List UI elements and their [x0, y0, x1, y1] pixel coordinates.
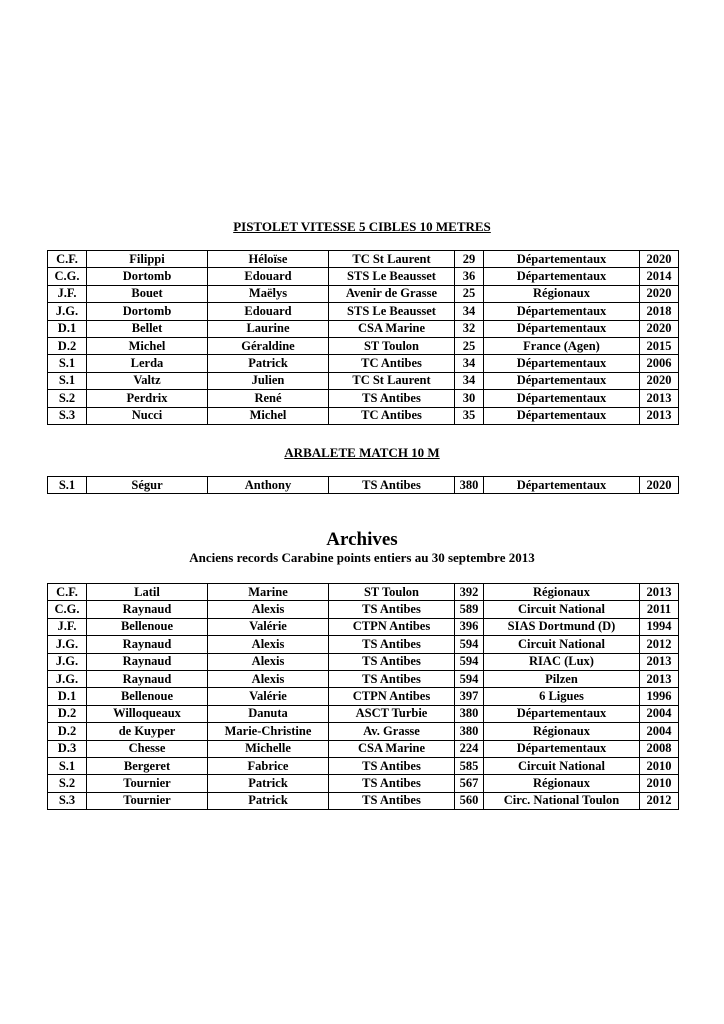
- club-cell: Av. Grasse: [329, 723, 455, 740]
- club-cell: ASCT Turbie: [329, 705, 455, 722]
- competition-cell: Régionaux: [484, 723, 640, 740]
- year-cell: 2020: [640, 320, 679, 337]
- club-cell: TS Antibes: [329, 390, 455, 407]
- score-cell: 594: [455, 670, 484, 687]
- club-cell: TC St Laurent: [329, 372, 455, 389]
- firstname-cell: Géraldine: [208, 337, 329, 354]
- year-cell: 2010: [640, 775, 679, 792]
- table-row: [48, 251, 679, 268]
- lastname-cell: Latil: [87, 584, 208, 601]
- year-cell: 2011: [640, 601, 679, 618]
- score-cell: 589: [455, 601, 484, 618]
- lastname-cell: Bergeret: [87, 757, 208, 774]
- club-cell: ST Toulon: [329, 584, 455, 601]
- club-cell: TS Antibes: [329, 792, 455, 809]
- firstname-cell: Michelle: [208, 740, 329, 757]
- table-row: [48, 390, 679, 407]
- club-cell: ST Toulon: [329, 337, 455, 354]
- score-cell: 34: [455, 372, 484, 389]
- category-cell: J.F.: [48, 618, 87, 635]
- club-cell: STS Le Beausset: [329, 303, 455, 320]
- club-cell: TS Antibes: [329, 601, 455, 618]
- year-cell: 2020: [640, 251, 679, 268]
- club-cell: CSA Marine: [329, 740, 455, 757]
- score-cell: 36: [455, 268, 484, 285]
- club-cell: TS Antibes: [329, 477, 455, 494]
- lastname-cell: Willoqueaux: [87, 705, 208, 722]
- score-cell: 567: [455, 775, 484, 792]
- score-cell: 29: [455, 251, 484, 268]
- pistolet-section-title: PISTOLET VITESSE 5 CIBLES 10 METRES: [233, 219, 491, 234]
- lastname-cell: Raynaud: [87, 670, 208, 687]
- year-cell: 2013: [640, 584, 679, 601]
- firstname-cell: Alexis: [208, 653, 329, 670]
- category-cell: S.2: [48, 775, 87, 792]
- year-cell: 1996: [640, 688, 679, 705]
- lastname-cell: Raynaud: [87, 601, 208, 618]
- table-row: [48, 670, 679, 687]
- club-cell: CTPN Antibes: [329, 618, 455, 635]
- score-cell: 25: [455, 337, 484, 354]
- lastname-cell: Dortomb: [87, 268, 208, 285]
- firstname-cell: Alexis: [208, 601, 329, 618]
- competition-cell: Circ. National Toulon: [484, 792, 640, 809]
- club-cell: Avenir de Grasse: [329, 285, 455, 302]
- firstname-cell: Patrick: [208, 792, 329, 809]
- archives-title: Archives: [326, 529, 398, 550]
- competition-cell: Circuit National: [484, 636, 640, 653]
- club-cell: STS Le Beausset: [329, 268, 455, 285]
- firstname-cell: Edouard: [208, 268, 329, 285]
- firstname-cell: Valérie: [208, 618, 329, 635]
- score-cell: 397: [455, 688, 484, 705]
- score-cell: 34: [455, 303, 484, 320]
- year-cell: 2008: [640, 740, 679, 757]
- lastname-cell: Michel: [87, 337, 208, 354]
- score-cell: 594: [455, 653, 484, 670]
- category-cell: J.G.: [48, 653, 87, 670]
- category-cell: C.F.: [48, 251, 87, 268]
- competition-cell: Départementaux: [484, 355, 640, 372]
- competition-cell: 6 Ligues: [484, 688, 640, 705]
- archives-subtitle: Anciens records Carabine points entiers au 30 septembre 2013: [189, 550, 535, 565]
- category-cell: D.2: [48, 337, 87, 354]
- lastname-cell: Bellenoue: [87, 618, 208, 635]
- competition-cell: Circuit National: [484, 601, 640, 618]
- year-cell: 2012: [640, 636, 679, 653]
- archives-records-table: [47, 583, 679, 810]
- category-cell: D.1: [48, 688, 87, 705]
- lastname-cell: Tournier: [87, 792, 208, 809]
- category-cell: S.1: [48, 372, 87, 389]
- club-cell: TS Antibes: [329, 757, 455, 774]
- year-cell: 2020: [640, 477, 679, 494]
- lastname-cell: Filippi: [87, 251, 208, 268]
- club-cell: TC Antibes: [329, 355, 455, 372]
- year-cell: 2020: [640, 285, 679, 302]
- club-cell: TS Antibes: [329, 636, 455, 653]
- competition-cell: Départementaux: [484, 407, 640, 424]
- year-cell: 2012: [640, 792, 679, 809]
- score-cell: 380: [455, 723, 484, 740]
- category-cell: D.2: [48, 705, 87, 722]
- firstname-cell: Anthony: [208, 477, 329, 494]
- firstname-cell: Alexis: [208, 636, 329, 653]
- score-cell: 35: [455, 407, 484, 424]
- category-cell: S.3: [48, 792, 87, 809]
- category-cell: S.3: [48, 407, 87, 424]
- firstname-cell: Fabrice: [208, 757, 329, 774]
- table-row: [48, 601, 679, 618]
- table-row: [48, 653, 679, 670]
- year-cell: 2013: [640, 670, 679, 687]
- competition-cell: Circuit National: [484, 757, 640, 774]
- table-row: [48, 723, 679, 740]
- year-cell: 2013: [640, 653, 679, 670]
- score-cell: 380: [455, 477, 484, 494]
- competition-cell: Départementaux: [484, 390, 640, 407]
- competition-cell: Départementaux: [484, 740, 640, 757]
- table-row: [48, 740, 679, 757]
- competition-cell: Départementaux: [484, 477, 640, 494]
- competition-cell: Régionaux: [484, 775, 640, 792]
- year-cell: 2004: [640, 723, 679, 740]
- table-row: [48, 775, 679, 792]
- competition-cell: Départementaux: [484, 705, 640, 722]
- score-cell: 25: [455, 285, 484, 302]
- club-cell: CSA Marine: [329, 320, 455, 337]
- year-cell: 2006: [640, 355, 679, 372]
- category-cell: J.F.: [48, 285, 87, 302]
- category-cell: D.2: [48, 723, 87, 740]
- category-cell: S.1: [48, 355, 87, 372]
- table-row: [48, 407, 679, 424]
- table-row: [48, 372, 679, 389]
- lastname-cell: Bouet: [87, 285, 208, 302]
- firstname-cell: Edouard: [208, 303, 329, 320]
- competition-cell: Départementaux: [484, 268, 640, 285]
- firstname-cell: Alexis: [208, 670, 329, 687]
- table-row: [48, 320, 679, 337]
- score-cell: 34: [455, 355, 484, 372]
- score-cell: 392: [455, 584, 484, 601]
- table-row: [48, 618, 679, 635]
- lastname-cell: Chesse: [87, 740, 208, 757]
- category-cell: S.1: [48, 757, 87, 774]
- lastname-cell: Lerda: [87, 355, 208, 372]
- category-cell: J.G.: [48, 670, 87, 687]
- competition-cell: Départementaux: [484, 303, 640, 320]
- year-cell: 1994: [640, 618, 679, 635]
- category-cell: D.1: [48, 320, 87, 337]
- competition-cell: Régionaux: [484, 584, 640, 601]
- year-cell: 2020: [640, 372, 679, 389]
- lastname-cell: Bellenoue: [87, 688, 208, 705]
- firstname-cell: Julien: [208, 372, 329, 389]
- firstname-cell: Laurine: [208, 320, 329, 337]
- firstname-cell: Marie-Christine: [208, 723, 329, 740]
- lastname-cell: Valtz: [87, 372, 208, 389]
- competition-cell: Départementaux: [484, 251, 640, 268]
- club-cell: TS Antibes: [329, 653, 455, 670]
- category-cell: C.G.: [48, 601, 87, 618]
- category-cell: D.3: [48, 740, 87, 757]
- table-row: [48, 688, 679, 705]
- pistolet-records-table: [47, 250, 679, 425]
- firstname-cell: Patrick: [208, 355, 329, 372]
- arbalete-section-title: ARBALETE MATCH 10 M: [284, 445, 440, 460]
- score-cell: 560: [455, 792, 484, 809]
- firstname-cell: Marine: [208, 584, 329, 601]
- score-cell: 380: [455, 705, 484, 722]
- lastname-cell: Raynaud: [87, 653, 208, 670]
- category-cell: J.G.: [48, 636, 87, 653]
- lastname-cell: Bellet: [87, 320, 208, 337]
- club-cell: TS Antibes: [329, 670, 455, 687]
- table-row: [48, 584, 679, 601]
- firstname-cell: Maëlys: [208, 285, 329, 302]
- lastname-cell: de Kuyper: [87, 723, 208, 740]
- club-cell: TC St Laurent: [329, 251, 455, 268]
- year-cell: 2018: [640, 303, 679, 320]
- table-row: [48, 303, 679, 320]
- category-cell: J.G.: [48, 303, 87, 320]
- lastname-cell: Ségur: [87, 477, 208, 494]
- firstname-cell: Michel: [208, 407, 329, 424]
- score-cell: 594: [455, 636, 484, 653]
- competition-cell: SIAS Dortmund (D): [484, 618, 640, 635]
- club-cell: CTPN Antibes: [329, 688, 455, 705]
- firstname-cell: Héloïse: [208, 251, 329, 268]
- table-row: [48, 757, 679, 774]
- table-row: [48, 268, 679, 285]
- table-row: [48, 355, 679, 372]
- firstname-cell: René: [208, 390, 329, 407]
- score-cell: 32: [455, 320, 484, 337]
- table-row: [48, 636, 679, 653]
- competition-cell: Départementaux: [484, 372, 640, 389]
- score-cell: 585: [455, 757, 484, 774]
- score-cell: 396: [455, 618, 484, 635]
- table-row: [48, 792, 679, 809]
- lastname-cell: Perdrix: [87, 390, 208, 407]
- year-cell: 2013: [640, 390, 679, 407]
- table-row: [48, 477, 679, 494]
- category-cell: C.G.: [48, 268, 87, 285]
- competition-cell: Régionaux: [484, 285, 640, 302]
- category-cell: S.2: [48, 390, 87, 407]
- year-cell: 2015: [640, 337, 679, 354]
- firstname-cell: Danuta: [208, 705, 329, 722]
- year-cell: 2004: [640, 705, 679, 722]
- score-cell: 30: [455, 390, 484, 407]
- category-cell: C.F.: [48, 584, 87, 601]
- category-cell: S.1: [48, 477, 87, 494]
- year-cell: 2013: [640, 407, 679, 424]
- score-cell: 224: [455, 740, 484, 757]
- table-row: [48, 285, 679, 302]
- competition-cell: Départementaux: [484, 320, 640, 337]
- lastname-cell: Nucci: [87, 407, 208, 424]
- lastname-cell: Dortomb: [87, 303, 208, 320]
- club-cell: TC Antibes: [329, 407, 455, 424]
- firstname-cell: Valérie: [208, 688, 329, 705]
- lastname-cell: Raynaud: [87, 636, 208, 653]
- competition-cell: Pilzen: [484, 670, 640, 687]
- lastname-cell: Tournier: [87, 775, 208, 792]
- competition-cell: RIAC (Lux): [484, 653, 640, 670]
- table-row: [48, 705, 679, 722]
- competition-cell: France (Agen): [484, 337, 640, 354]
- year-cell: 2014: [640, 268, 679, 285]
- year-cell: 2010: [640, 757, 679, 774]
- table-row: [48, 337, 679, 354]
- firstname-cell: Patrick: [208, 775, 329, 792]
- club-cell: TS Antibes: [329, 775, 455, 792]
- arbalete-records-table: [47, 476, 679, 494]
